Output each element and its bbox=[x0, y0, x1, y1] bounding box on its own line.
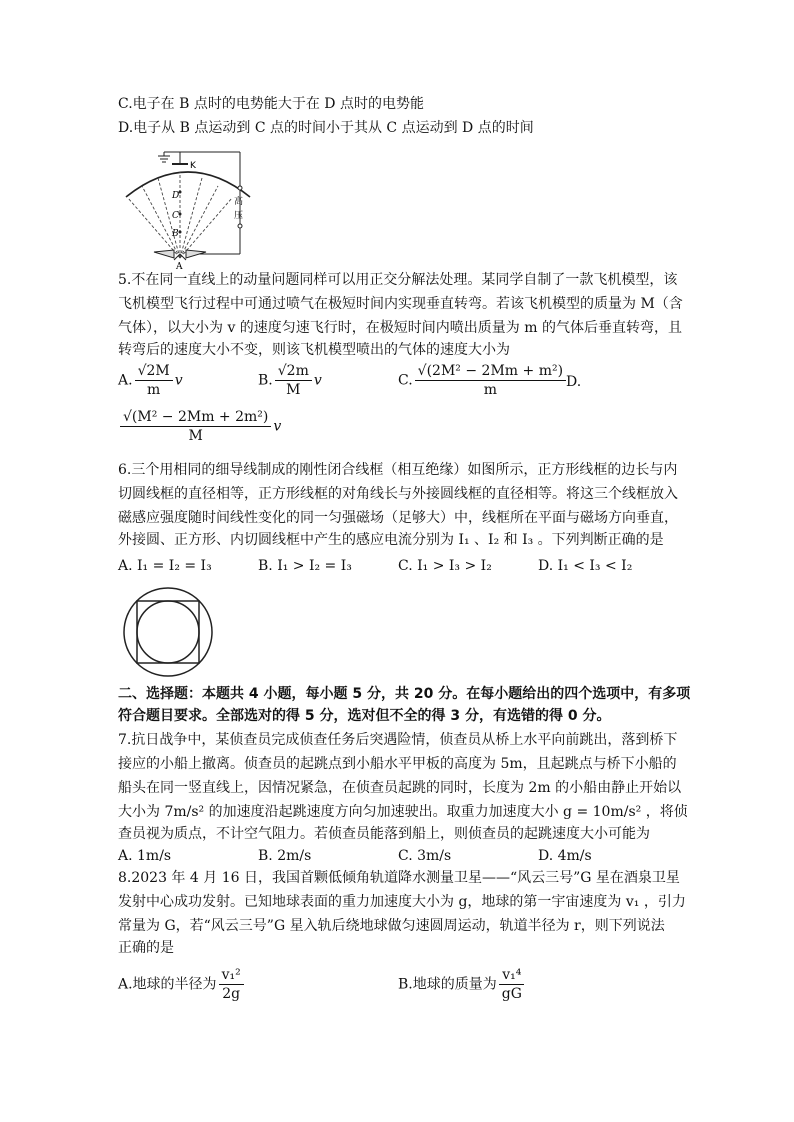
q5-option-b: B. $\frac{√2m}{M}$ v bbox=[258, 363, 322, 398]
q7-line-4: 大小为 7m/s² 的加速度沿起跳速度方向匀加速驶出。取重力加速度大小 g = 10m/s² ，将侦 bbox=[118, 804, 688, 820]
q7-line-2: 接应的小船上撤离。侦查员的起跳点到小船水平甲板的高度为 5m，且起跳点与桥下小船的 bbox=[118, 756, 677, 772]
q7-option-d: D. 4m/s bbox=[538, 848, 592, 864]
section2-line-2: 符合题目要求。全部选对的得 5 分，选对但不全的得 3 分，有选错的得 0 分。 bbox=[118, 708, 611, 724]
q7-line-3: 船头在同一竖直线上，因情况紧急，在侦查员起跳的同时，长度为 2m 的小船由静止开始以 bbox=[118, 780, 682, 796]
q5-option-d: $\frac{\text{√(M² − 2Mm + 2m²)}}{M}$ v bbox=[118, 408, 281, 445]
cathode-ray-figure bbox=[118, 142, 258, 270]
label-gao: 高 bbox=[234, 197, 244, 207]
q6-line-1: 6.三个用相同的细导线制成的刚性闭合线框（相互绝缘）如图所示，正方形线框的边长与内 bbox=[118, 462, 678, 478]
q7-option-c: C. 3m/s bbox=[398, 848, 452, 864]
label-b: B bbox=[172, 229, 179, 239]
section2-line-1: 二、选择题：本题共 4 小题，每小题 5 分，共 20 分。在每小题给出的四个选项中，有多项 bbox=[118, 686, 691, 702]
label-d: D bbox=[172, 191, 180, 201]
q5-option-d-label: D. bbox=[566, 374, 582, 390]
q5-option-a: A. $\frac{√2M}{m}$ v bbox=[118, 363, 183, 398]
q4-option-d: D.电子从 B 点运动到 C 点的时间小于其从 C 点运动到 D 点的时间 bbox=[118, 120, 534, 136]
q6-line-3: 磁感应强度随时间线性变化的同一匀强磁场（足够大）中，线框所在平面与磁场方向垂直， bbox=[118, 510, 678, 526]
label-ya: 压 bbox=[234, 211, 244, 221]
three-loops-figure bbox=[122, 586, 214, 678]
q6-option-d: D. I₁ < I₃ < I₂ bbox=[538, 558, 633, 574]
q8-option-b: B.地球的质量为 $\frac{\text{v₁⁴}}{gG}$ bbox=[398, 966, 527, 1003]
q4-option-c: C.电子在 B 点时的电势能大于在 D 点时的电势能 bbox=[118, 96, 424, 112]
q7-option-b: B. 2m/s bbox=[258, 848, 312, 864]
q8-line-1: 8.2023 年 4 月 16 日，我国首颗低倾角轨道降水测量卫星——“风云三号”G 星在酒泉卫星 bbox=[118, 870, 680, 886]
q8-line-4: 正确的是 bbox=[118, 940, 174, 956]
q5-line-4: 转弯后的速度大小不变，则该飞机模型喷出的气体的速度大小为 bbox=[118, 342, 510, 358]
q8-line-2: 发射中心成功发射。已知地球表面的重力加速度大小为 g，地球的第一宇宙速度为 v₁ ，引力 bbox=[118, 894, 686, 910]
q5-line-1: 5.不在同一直线上的动量问题同样可以用正交分解法处理。某同学自制了一款飞机模型，该 bbox=[118, 272, 678, 288]
label-k: K bbox=[190, 161, 196, 171]
q6-option-a: A. I₁ = I₂ = I₃ bbox=[118, 558, 212, 574]
q6-line-4: 外接圆、正方形、内切圆线框中产生的感应电流分别为 I₁ 、I₂ 和 I₃ 。下列判断正确的是 bbox=[118, 532, 664, 548]
q8-line-3: 常量为 G，若“风云三号”G 星入轨后绕地球做匀速圆周运动，轨道半径为 r，则下列说法 bbox=[118, 918, 665, 934]
q7-line-1: 7.抗日战争中，某侦查员完成侦查任务后突遇险情，侦查员从桥上水平向前跳出，落到桥下 bbox=[118, 732, 678, 748]
label-a: A bbox=[176, 262, 183, 270]
q5-line-3: 气体），以大小为 v 的速度匀速飞行时，在极短时间内喷出质量为 m 的气体后垂直转弯，且 bbox=[118, 320, 682, 336]
q8-option-a: A.地球的半径为 $\frac{\text{v₁²}}{2g}$ bbox=[118, 966, 246, 1003]
q6-line-2: 切圆线框的直径相等，正方形线框的对角线长与外接圆线框的直径相等。将这三个线框放入 bbox=[118, 486, 678, 502]
q7-line-5: 查员视为质点，不计空气阻力。若侦查员能落到船上，则侦查员的起跳速度大小可能为 bbox=[118, 826, 650, 842]
label-c: C bbox=[172, 211, 179, 221]
q5-line-2: 飞机模型飞行过程中可通过喷气在极短时间内实现垂直转弯。若该飞机模型的质量为 M（含 bbox=[118, 296, 683, 312]
q6-option-c: C. I₁ > I₃ > I₂ bbox=[398, 558, 492, 574]
q6-option-b: B. I₁ > I₂ = I₃ bbox=[258, 558, 352, 574]
q7-option-a: A. 1m/s bbox=[118, 848, 172, 864]
q5-option-c: C. $\frac{\text{√(2M² − 2Mm + m²)}}{m}$ bbox=[398, 362, 568, 399]
